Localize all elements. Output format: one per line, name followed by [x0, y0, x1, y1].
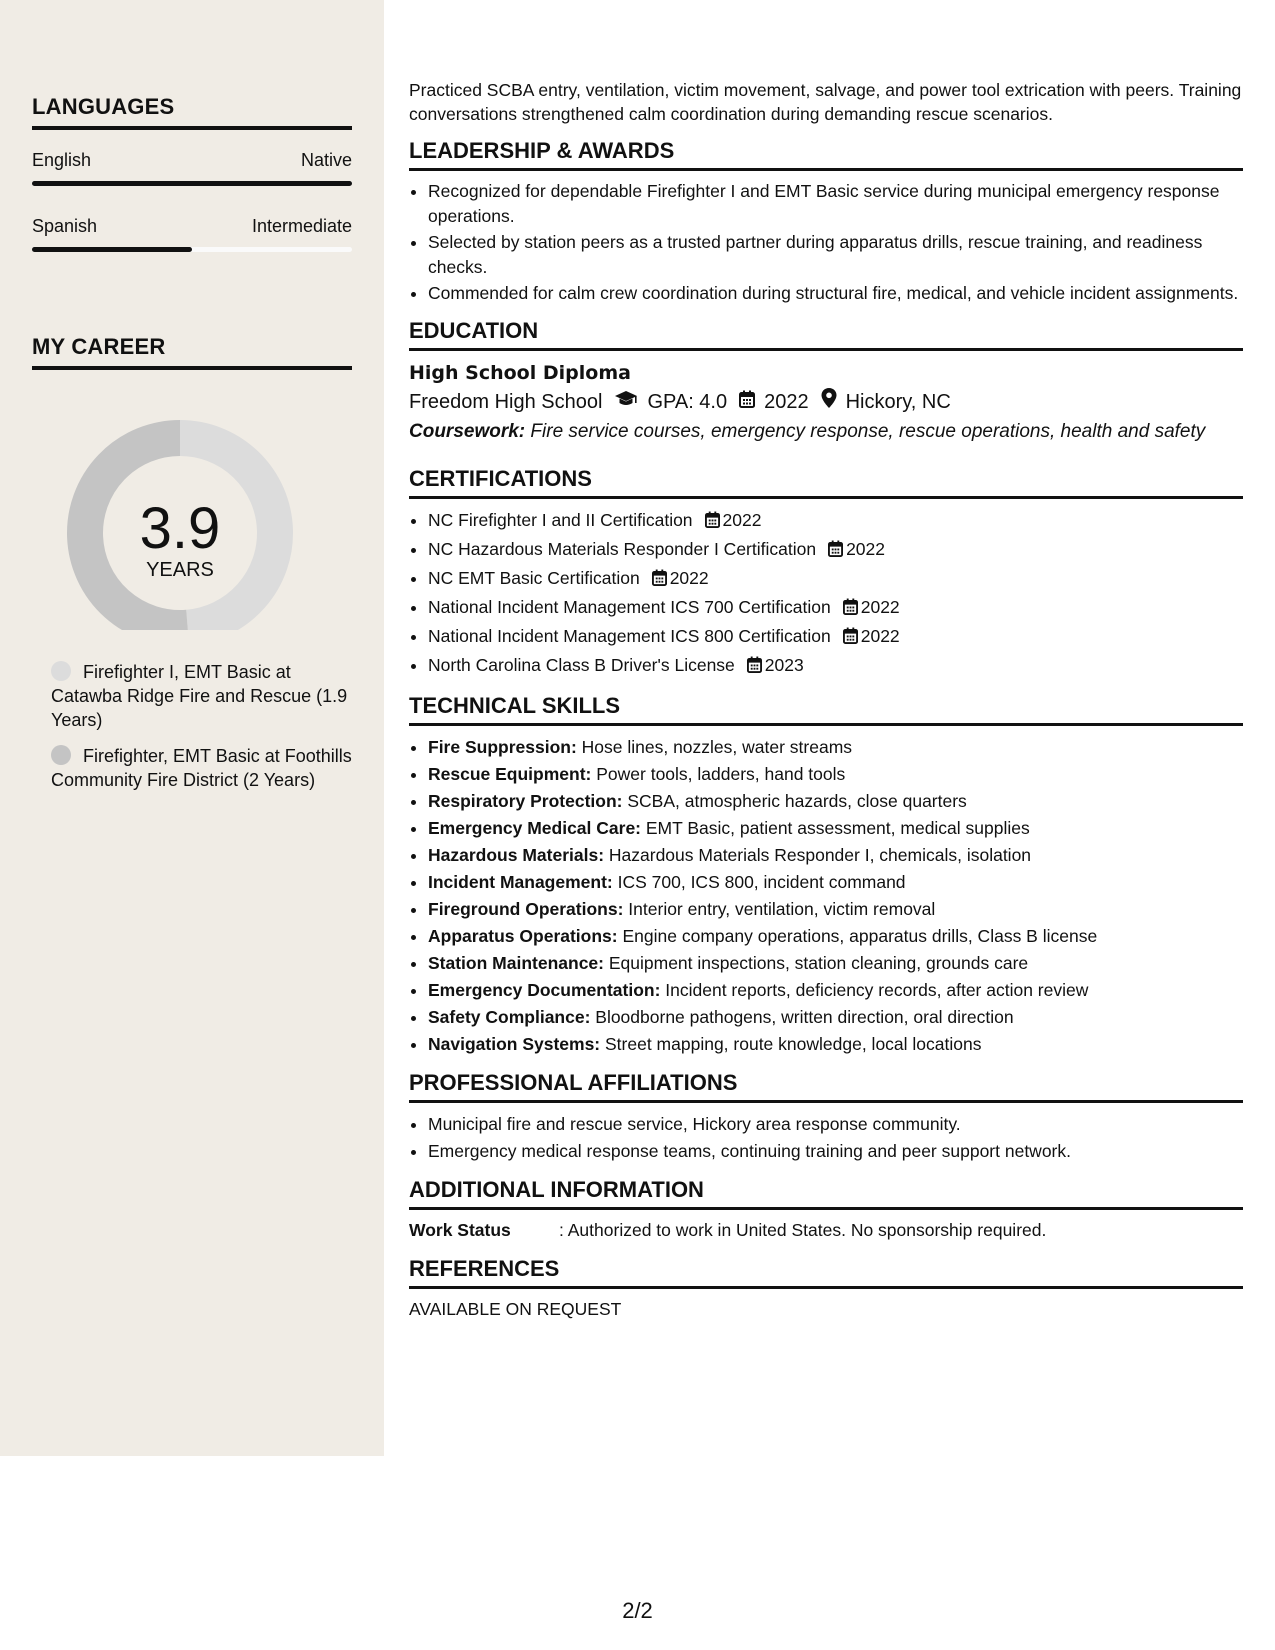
- skill-label: Navigation Systems:: [428, 1033, 601, 1054]
- skill-text: Interior entry, ventilation, victim removal: [623, 898, 936, 919]
- list-item: • Emergency medical response teams, continuing training and peer support network.: [428, 1138, 1243, 1165]
- language-proficiency-fill: [32, 181, 352, 186]
- references-heading: REFERENCES: [409, 1256, 1243, 1289]
- career-legend-item: [32, 660, 352, 732]
- skill-label: Emergency Medical Care:: [428, 817, 642, 838]
- calendar-icon: [705, 509, 720, 536]
- education-year: 2022: [764, 390, 809, 413]
- calendar-icon: [652, 567, 667, 594]
- certifications-list: [409, 507, 1243, 681]
- certification-year: 2023: [764, 654, 804, 675]
- work-status-label: Work Status: [409, 1219, 511, 1240]
- certification-name: North Carolina Class B Driver's License: [428, 654, 735, 675]
- language-name: English: [32, 150, 92, 170]
- main-column: [409, 78, 1243, 1321]
- skill-item: [428, 1031, 1243, 1058]
- skill-text: ICS 700, ICS 800, incident command: [612, 871, 906, 892]
- education-location: Hickory, NC: [845, 390, 951, 413]
- skill-text: EMT Basic, patient assessment, medical supplies: [641, 817, 1030, 838]
- career-total-unit: YEARS: [146, 559, 214, 581]
- legend-dot-icon: [51, 661, 71, 681]
- languages-heading: LANGUAGES: [32, 94, 352, 130]
- skill-item: [428, 761, 1243, 788]
- skill-text: Power tools, ladders, hand tools: [591, 763, 846, 784]
- skill-label: Apparatus Operations:: [428, 925, 618, 946]
- career-donut-chart: [32, 380, 352, 630]
- skill-text: Hose lines, nozzles, water streams: [576, 736, 853, 757]
- certification-name: NC EMT Basic Certification: [428, 567, 640, 588]
- education-entry: [409, 359, 1243, 444]
- certification-item: [428, 623, 1243, 652]
- skill-item: [428, 923, 1243, 950]
- skill-label: Respiratory Protection:: [428, 790, 623, 811]
- calendar-icon: [828, 538, 843, 565]
- certification-year: 2022: [846, 538, 886, 559]
- calendar-icon: [739, 387, 755, 417]
- language-level: Native: [300, 150, 352, 170]
- skill-label: Safety Compliance:: [428, 1006, 591, 1027]
- affiliations-heading: PROFESSIONAL AFFILIATIONS: [409, 1070, 1243, 1103]
- education-coursework: [409, 419, 1243, 444]
- education-school: Freedom High School: [409, 390, 603, 413]
- list-item: • Recognized for dependable Firefighter I and EMT Basic service during municipal emergency response operations.: [428, 179, 1243, 228]
- sidebar: [0, 0, 384, 1456]
- skill-text: Hazardous Materials Responder I, chemicals, isolation: [604, 844, 1032, 865]
- certification-item: [428, 565, 1243, 594]
- certification-item: [428, 536, 1243, 565]
- language-proficiency-bar: [32, 247, 352, 252]
- skill-item: [428, 734, 1243, 761]
- certification-name: NC Firefighter I and II Certification: [428, 509, 693, 530]
- certification-year: 2022: [669, 567, 709, 588]
- language-row: [32, 150, 352, 171]
- references-text: AVAILABLE ON REQUEST: [409, 1298, 622, 1319]
- skill-item: [428, 869, 1243, 896]
- certification-name: National Incident Management ICS 800 Certification: [428, 625, 831, 646]
- certification-item: [428, 507, 1243, 536]
- page-number: 2/2: [622, 1598, 653, 1623]
- skills-list: [409, 734, 1243, 1058]
- skill-text: Engine company operations, apparatus drills, Class B license: [617, 925, 1098, 946]
- skill-text: Equipment inspections, station cleaning, grounds care: [604, 952, 1029, 973]
- list-item: • Selected by station peers as a trusted partner during apparatus drills, rescue training, and readiness checks.: [428, 230, 1243, 279]
- language-level: Intermediate: [251, 216, 352, 236]
- language-row: [32, 216, 352, 237]
- skill-label: Hazardous Materials:: [428, 844, 605, 865]
- language-proficiency-bar: [32, 181, 352, 186]
- career-legend-text: Firefighter I, EMT Basic at Catawba Ridge Fire and Rescue (1.9 Years): [51, 662, 348, 730]
- skill-text: SCBA, atmospheric hazards, close quarters: [622, 790, 967, 811]
- skill-text: Bloodborne pathogens, written direction, oral direction: [590, 1006, 1014, 1027]
- certification-year: 2022: [860, 625, 900, 646]
- certification-item: [428, 652, 1243, 681]
- education-heading: EDUCATION: [409, 318, 1243, 351]
- location-pin-icon: [821, 387, 837, 417]
- work-status-row: [409, 1218, 1243, 1242]
- certification-item: [428, 594, 1243, 623]
- education-details: [409, 387, 1243, 417]
- coursework-text: Fire service courses, emergency response, rescue operations, health and safety: [525, 420, 1206, 442]
- leadership-list: [409, 179, 1243, 306]
- leadership-heading: LEADERSHIP & AWARDS: [409, 138, 1243, 171]
- legend-dot-icon: [51, 745, 71, 765]
- skills-heading: TECHNICAL SKILLS: [409, 693, 1243, 726]
- calendar-icon: [843, 625, 858, 652]
- certification-name: National Incident Management ICS 700 Certification: [428, 596, 831, 617]
- career-legend: [32, 660, 352, 792]
- career-heading: MY CAREER: [32, 334, 352, 370]
- work-status-value: : Authorized to work in United States. No sponsorship required.: [559, 1219, 1047, 1240]
- certification-name: NC Hazardous Materials Responder I Certification: [428, 538, 817, 559]
- skill-item: [428, 950, 1243, 977]
- career-legend-text: Firefighter, EMT Basic at Foothills Community Fire District (2 Years): [51, 746, 352, 790]
- list-item: • Commended for calm crew coordination during structural fire, medical, and vehicle incident assignments.: [428, 281, 1243, 306]
- experience-continuation-text: Practiced SCBA entry, ventilation, victim movement, salvage, and power tool extrication with peers. Training conversations strengthened calm coordination during demanding rescue scenarios.: [409, 80, 1242, 124]
- skill-label: Rescue Equipment:: [428, 763, 592, 784]
- education-degree: High School Diploma: [409, 361, 631, 384]
- skill-item: [428, 977, 1243, 1004]
- additional-info-heading: ADDITIONAL INFORMATION: [409, 1177, 1243, 1210]
- affiliations-list: [409, 1111, 1243, 1165]
- list-item: • Municipal fire and rescue service, Hickory area response community.: [428, 1111, 1243, 1138]
- skill-label: Incident Management:: [428, 871, 613, 892]
- calendar-icon: [843, 596, 858, 623]
- skill-label: Station Maintenance:: [428, 952, 604, 973]
- coursework-label: Coursework:: [409, 420, 526, 442]
- skill-text: Incident reports, deficiency records, after action review: [660, 979, 1089, 1000]
- skill-item: [428, 815, 1243, 842]
- certifications-heading: CERTIFICATIONS: [409, 466, 1243, 499]
- languages-section: [32, 94, 352, 252]
- skill-item: [428, 842, 1243, 869]
- career-legend-item: [32, 744, 352, 792]
- skill-label: Fireground Operations:: [428, 898, 624, 919]
- skill-item: [428, 896, 1243, 923]
- calendar-icon: [747, 654, 762, 681]
- skill-label: Emergency Documentation:: [428, 979, 661, 1000]
- education-gpa: GPA: 4.0: [647, 390, 728, 413]
- career-total-years: 3.9: [139, 496, 221, 561]
- skill-label: Fire Suppression:: [428, 736, 577, 757]
- skill-item: [428, 1004, 1243, 1031]
- language-name: Spanish: [32, 216, 98, 236]
- skill-text: Street mapping, route knowledge, local locations: [600, 1033, 982, 1054]
- certification-year: 2022: [860, 596, 900, 617]
- language-proficiency-fill: [32, 247, 192, 252]
- career-section: [32, 334, 352, 804]
- graduation-cap-icon: [614, 387, 638, 417]
- skill-item: [428, 788, 1243, 815]
- certification-year: 2022: [722, 509, 762, 530]
